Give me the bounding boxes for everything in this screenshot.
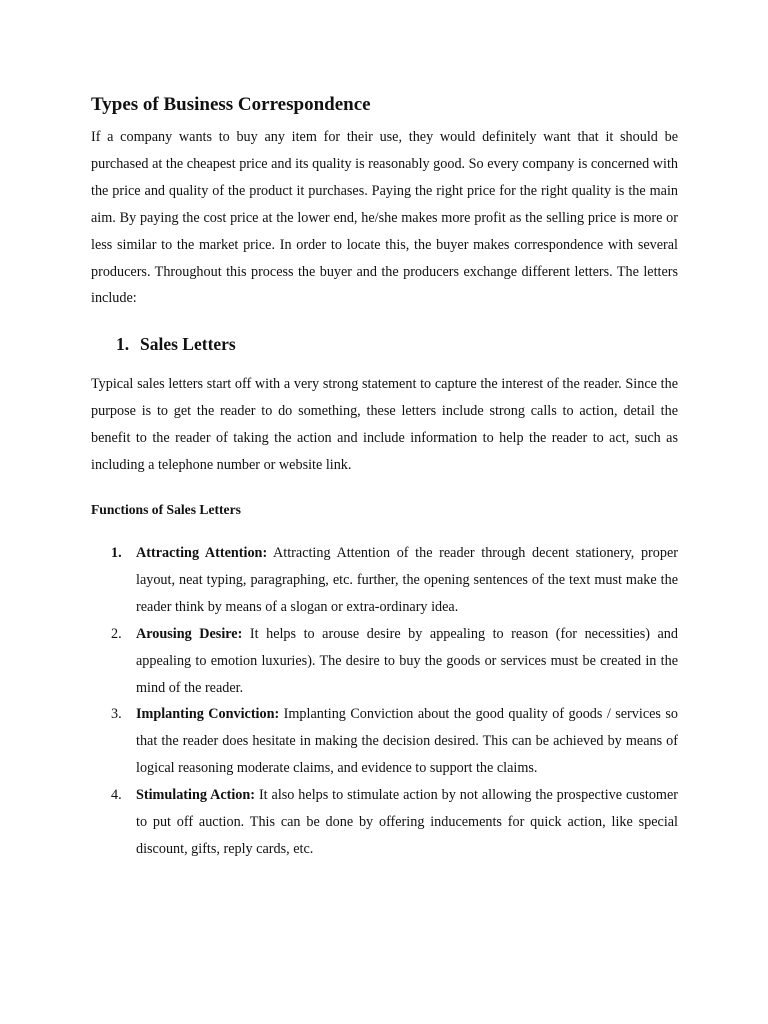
list-item-text: It helps to arouse desire by appealing to reason (for necessities) and appealing to emotion luxuries). The desire to buy the goods or services must be created in the mind of the reader. [136, 625, 678, 696]
list-item-term: Implanting Conviction: [136, 706, 280, 723]
section-number: 1. [116, 334, 130, 354]
list-item-number: 2. [111, 625, 122, 642]
sales-letters-paragraph: Typical sales letters start off with a very strong statement to capture the interest of the reader. Since the purpose is to get the reader to do something, these letters include strong calls to action, detail the benefit to the reader of taking the action and include information to help the reader to act, such as including a telephone number or website link. [91, 376, 678, 473]
list-item [91, 621, 678, 702]
list-item-term: Stimulating Action: [136, 787, 256, 804]
section-heading-sales-letters [116, 333, 236, 355]
list-item-text: Attracting Attention of the reader through decent stationery, proper layout, neat typing, paragraphing, etc. further, the opening sentences of the text must make the reader think by means of a slogan or extra-ordinary idea. [136, 545, 678, 615]
list-item-number: 4. [111, 787, 122, 804]
list-item-term: Arousing Desire: [136, 625, 243, 642]
list-item-text: It also helps to stimulate action by not allowing the prospective customer to put off auction. This can be done by offering inducements for quick action, like special discount, gifts, reply cards, etc. [136, 787, 678, 857]
list-item-number: 3. [111, 706, 122, 723]
list-item-number: 1. [111, 545, 122, 561]
functions-list [91, 540, 678, 863]
list-item-term: Attracting Attention: [136, 545, 268, 561]
list-item-text: Implanting Conviction about the good quality of goods / services so that the reader does hesitate in making the decision desired. This can be achieved by means of logical reasoning moderate claims, and evidence to support the claims. [136, 706, 678, 777]
section-title: Sales Letters [140, 334, 236, 354]
list-item [91, 540, 678, 621]
document-title: Types of Business Correspondence [91, 94, 371, 115]
functions-heading: Functions of Sales Letters [91, 502, 241, 517]
list-item [91, 782, 678, 863]
list-item [91, 701, 678, 782]
intro-paragraph: If a company wants to buy any item for their use, they would definitely want that it should be purchased at the cheapest price and its quality is reasonably good. So every company is concerned with the price and quality of the product it purchases. Paying the right price for the right quality is the main aim. By paying the cost price at the lower end, he/she makes more profit as the selling price is more or less similar to the market price. In order to locate this, the buyer makes correspondence with several producers. Throughout this process the buyer and the producers exchange different letters. The letters include: [91, 129, 678, 307]
